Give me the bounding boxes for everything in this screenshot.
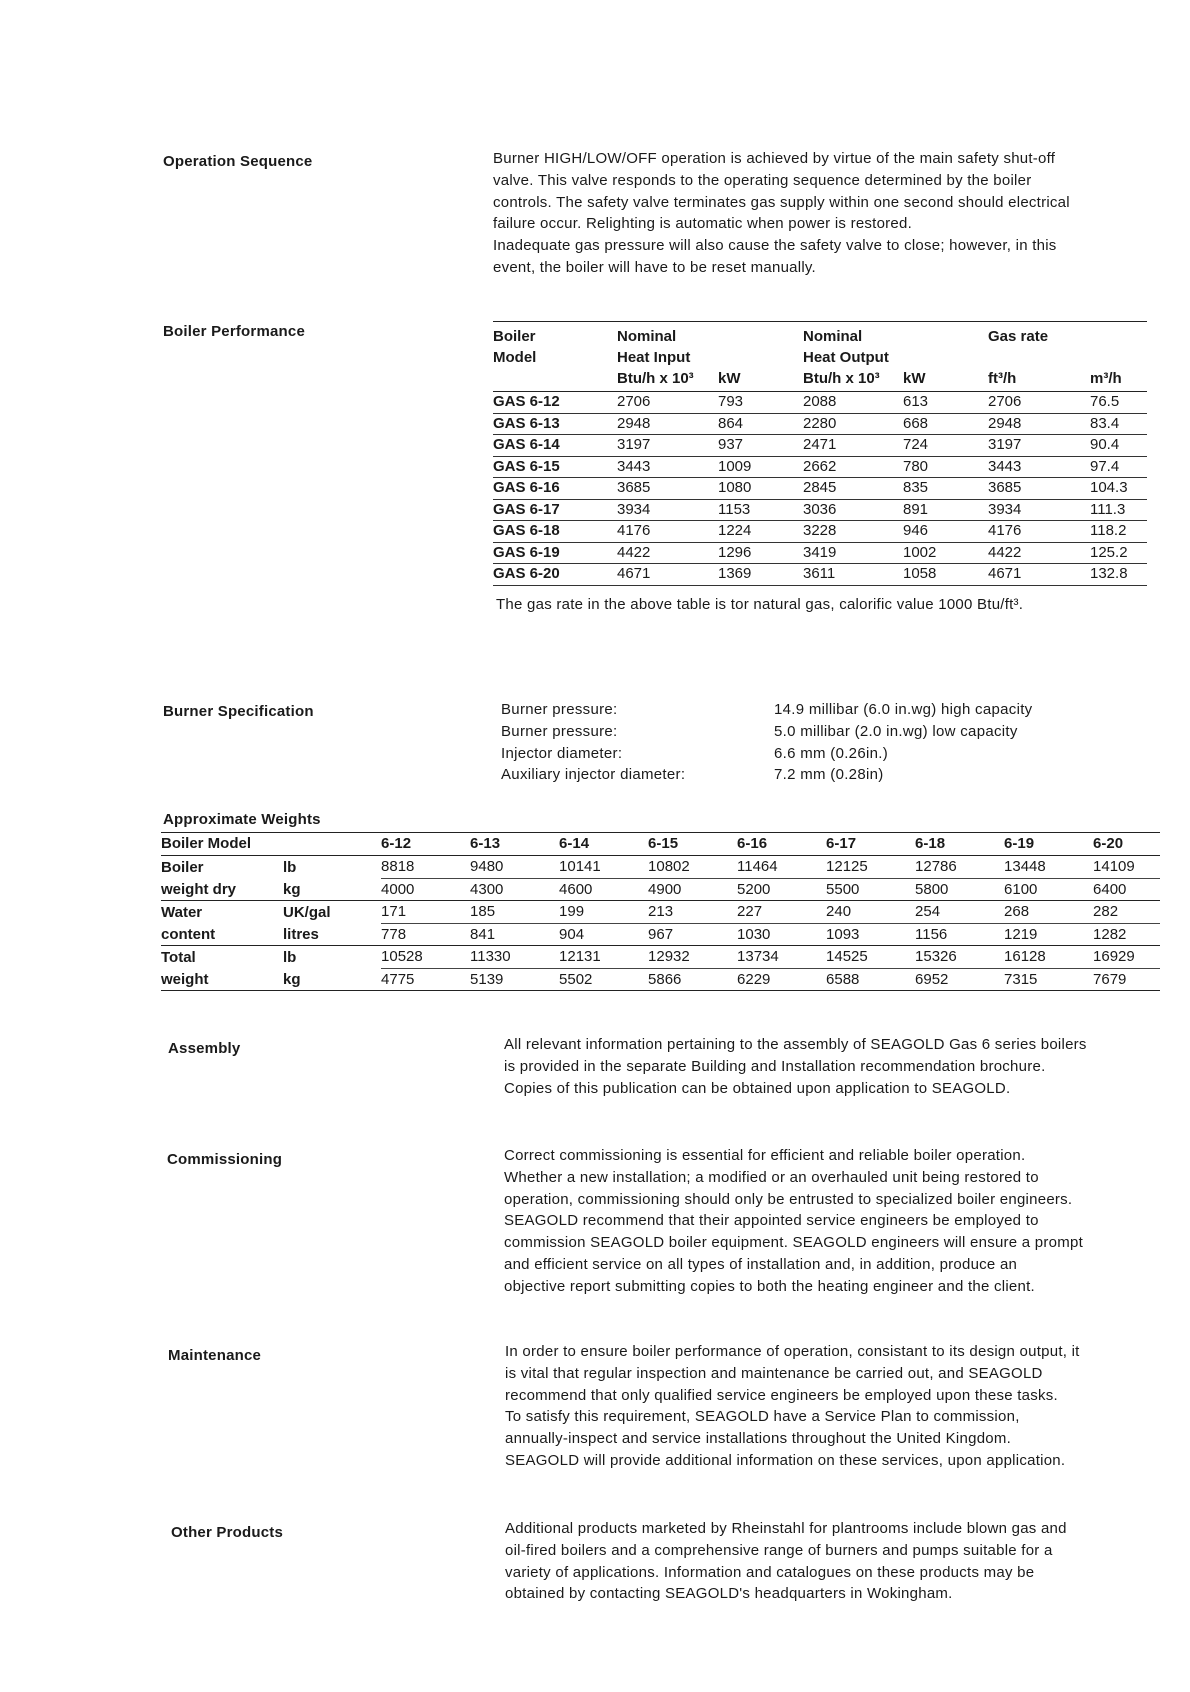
boiler-model-cell: GAS 6-13	[493, 413, 617, 435]
text-line: objective report submitting copies to both the heating engineer and the client.	[504, 1277, 1035, 1295]
spec-value: 7.2 mm (0.28in)	[774, 766, 884, 784]
table-cell: 90.4	[1090, 435, 1147, 457]
table-cell: 3228	[803, 521, 903, 543]
table-cell: 2471	[803, 435, 903, 457]
table-cell: 1093	[826, 923, 915, 946]
spec-row	[501, 743, 1032, 765]
row-label: Boiler	[161, 858, 204, 876]
col-header-boiler-model: Boiler Model	[161, 833, 381, 856]
spec-label: Burner pressure:	[501, 722, 618, 740]
table-row	[493, 499, 1147, 521]
text-line: failure occur. Relighting is automatic when power is restored.	[493, 215, 913, 233]
table-cell: 6588	[826, 968, 915, 991]
table-cell: 835	[903, 478, 988, 500]
approximate-weights-table-wrap	[161, 832, 1160, 991]
table-cell: 1002	[903, 542, 988, 564]
table-cell: 778	[381, 923, 470, 946]
table-row	[493, 542, 1147, 564]
table-cell: 7679	[1093, 968, 1160, 991]
table-cell: 185	[470, 901, 559, 924]
row-label: content	[161, 923, 283, 946]
table-cell: 6229	[737, 968, 826, 991]
table-row	[493, 478, 1147, 500]
boiler-model-cell: GAS 6-15	[493, 456, 617, 478]
table-cell: 724	[903, 435, 988, 457]
table-cell: 83.4	[1090, 413, 1147, 435]
table-row	[161, 968, 1160, 991]
table-cell: 10141	[559, 856, 648, 879]
spec-row	[501, 764, 1032, 786]
text-line: controls. The safety valve terminates gas supply within one second should electrical	[493, 193, 1070, 211]
table-cell: 1058	[903, 564, 988, 586]
heading-boiler-performance: Boiler Performance	[163, 323, 305, 340]
text-line: In order to ensure boiler performance of operation, consistant to its design output, it	[505, 1343, 1080, 1360]
col-header-model: 6-20	[1093, 833, 1160, 856]
table-cell: 171	[381, 901, 470, 924]
table-row	[493, 564, 1147, 586]
table-cell: 111.3	[1090, 499, 1147, 521]
table-cell: 4176	[617, 521, 718, 543]
table-cell: 4300	[470, 878, 559, 901]
table-cell: 5500	[826, 878, 915, 901]
boiler-model-cell: GAS 6-12	[493, 392, 617, 414]
text-line: Burner HIGH/LOW/OFF operation is achieved by virtue of the main safety shut-off	[493, 150, 1056, 167]
unit-kw-output: kW	[903, 368, 988, 392]
table-cell: 891	[903, 499, 988, 521]
table-cell: 15326	[915, 946, 1004, 969]
table-row	[161, 856, 1160, 879]
heading-maintenance: Maintenance	[168, 1347, 262, 1364]
col-header-input-2: Heat Input	[617, 349, 691, 366]
table-cell: 1224	[718, 521, 803, 543]
heading-other-products: Other Products	[171, 1524, 283, 1541]
text-line: recommend that only qualified service engineers be employed upon these tasks.	[505, 1386, 1058, 1404]
operation-sequence-text	[493, 148, 1070, 279]
gas-rate-note: The gas rate in the above table is tor natural gas, calorific value 1000 Btu/ft³.	[496, 596, 1024, 613]
spec-label: Injector diameter:	[501, 744, 623, 762]
table-row	[493, 456, 1147, 478]
col-header-input: Nominal	[617, 322, 803, 348]
spec-label: Burner pressure:	[501, 701, 618, 718]
burner-specification-list	[501, 699, 1032, 786]
table-cell: 2948	[988, 413, 1090, 435]
unit-btuh-output: Btu/h x 10³	[803, 368, 903, 392]
table-cell: 5139	[470, 968, 559, 991]
heading-burner-specification: Burner Specification	[163, 703, 314, 720]
table-cell: 132.8	[1090, 564, 1147, 586]
boiler-model-cell: GAS 6-16	[493, 478, 617, 500]
assembly-text	[504, 1034, 1087, 1099]
row-unit: lb	[283, 948, 297, 966]
table-cell: 613	[903, 392, 988, 414]
other-products-text	[505, 1518, 1067, 1605]
table-cell: 1156	[915, 923, 1004, 946]
table-cell: 3419	[803, 542, 903, 564]
table-cell: 1153	[718, 499, 803, 521]
table-cell: 97.4	[1090, 456, 1147, 478]
table-cell: 227	[737, 901, 826, 924]
row-label: Water	[161, 903, 203, 921]
table-cell: 4000	[381, 878, 470, 901]
text-line: event, the boiler will have to be reset manually.	[493, 258, 816, 276]
col-header-output: Nominal	[803, 322, 988, 348]
table-cell: 1369	[718, 564, 803, 586]
text-line: All relevant information pertaining to the assembly of SEAGOLD Gas 6 series boilers	[504, 1036, 1087, 1053]
table-cell: 10528	[381, 946, 470, 969]
text-line: Inadequate gas pressure will also cause the safety valve to close; however, in this	[493, 237, 1057, 255]
boiler-model-cell: GAS 6-18	[493, 521, 617, 543]
heading-operation-sequence: Operation Sequence	[163, 153, 313, 170]
text-line: oil-fired boilers and a comprehensive range of burners and pumps suitable for a	[505, 1541, 1053, 1559]
table-cell: 937	[718, 435, 803, 457]
col-header-output-2: Heat Output	[803, 349, 889, 366]
table-cell: 254	[915, 901, 1004, 924]
table-cell: 240	[826, 901, 915, 924]
table-cell: 8818	[381, 856, 470, 879]
table-cell: 13448	[1004, 856, 1093, 879]
table-cell: 3685	[617, 478, 718, 500]
heading-approximate-weights: Approximate Weights	[163, 811, 321, 828]
col-header-model: 6-17	[826, 833, 915, 856]
col-header-model: 6-12	[381, 833, 470, 856]
table-cell: 4422	[617, 542, 718, 564]
table-cell: 268	[1004, 901, 1093, 924]
table-cell: 5800	[915, 878, 1004, 901]
text-line: Copies of this publication can be obtained upon application to SEAGOLD.	[504, 1079, 1011, 1097]
table-cell: 5502	[559, 968, 648, 991]
table-row	[493, 521, 1147, 543]
heading-commissioning: Commissioning	[167, 1151, 283, 1168]
table-cell: 864	[718, 413, 803, 435]
table-cell: 4775	[381, 968, 470, 991]
col-header-model: 6-16	[737, 833, 826, 856]
table-cell: 12125	[826, 856, 915, 879]
table-cell: 3036	[803, 499, 903, 521]
table-cell: 9480	[470, 856, 559, 879]
table-cell: 3443	[617, 456, 718, 478]
row-unit: kg	[283, 968, 381, 991]
text-line: obtained by contacting SEAGOLD's headquarters in Wokingham.	[505, 1585, 953, 1603]
table-cell: 16929	[1093, 946, 1160, 969]
spec-row	[501, 699, 1032, 721]
text-line: SEAGOLD will provide additional information on these services, upon application.	[505, 1451, 1066, 1469]
table-cell: 213	[648, 901, 737, 924]
table-cell: 12786	[915, 856, 1004, 879]
text-line: annually-inspect and service installations throughout the United Kingdom.	[505, 1430, 1012, 1448]
boiler-model-cell: GAS 6-17	[493, 499, 617, 521]
text-line: commission SEAGOLD boiler equipment. SEAGOLD engineers will ensure a prompt	[504, 1234, 1083, 1252]
table-cell: 967	[648, 923, 737, 946]
boiler-performance-table-wrap	[493, 321, 1147, 586]
row-unit: lb	[283, 858, 297, 876]
unit-kw-input: kW	[718, 368, 803, 392]
table-cell: 904	[559, 923, 648, 946]
text-line: Additional products marketed by Rheinstahl for plantrooms include blown gas and	[505, 1520, 1067, 1537]
table-row	[493, 435, 1147, 457]
row-label: weight	[161, 968, 283, 991]
table-cell: 2088	[803, 392, 903, 414]
row-unit: litres	[283, 923, 381, 946]
table-cell: 6100	[1004, 878, 1093, 901]
text-line: To satisfy this requirement, SEAGOLD have a Service Plan to commission,	[505, 1408, 1020, 1426]
table-cell: 12932	[648, 946, 737, 969]
table-cell: 780	[903, 456, 988, 478]
table-cell: 11464	[737, 856, 826, 879]
heading-assembly: Assembly	[168, 1040, 241, 1057]
col-header-model: 6-18	[915, 833, 1004, 856]
table-cell: 1296	[718, 542, 803, 564]
text-line: and efficient service on all types of installation and, in addition, produce an	[504, 1255, 1018, 1273]
table-cell: 1282	[1093, 923, 1160, 946]
table-cell: 2662	[803, 456, 903, 478]
table-cell: 282	[1093, 901, 1160, 924]
table-cell: 5200	[737, 878, 826, 901]
table-cell: 4422	[988, 542, 1090, 564]
table-cell: 76.5	[1090, 392, 1147, 414]
table-cell: 3934	[988, 499, 1090, 521]
col-header-model: Boiler	[493, 322, 617, 348]
table-row	[161, 878, 1160, 901]
table-cell: 10802	[648, 856, 737, 879]
table-cell: 14109	[1093, 856, 1160, 879]
text-line: Whether a new installation; a modified or an overhauled unit being restored to	[504, 1168, 1039, 1186]
unit-btuh-input: Btu/h x 10³	[617, 368, 718, 392]
maintenance-text	[505, 1341, 1080, 1472]
spec-value: 6.6 mm (0.26in.)	[774, 744, 889, 762]
table-cell: 4176	[988, 521, 1090, 543]
boiler-model-cell: GAS 6-14	[493, 435, 617, 457]
table-cell: 118.2	[1090, 521, 1147, 543]
col-header-model: 6-19	[1004, 833, 1093, 856]
col-header-model: 6-15	[648, 833, 737, 856]
table-cell: 2948	[617, 413, 718, 435]
table-cell: 2706	[988, 392, 1090, 414]
table-cell: 3685	[988, 478, 1090, 500]
table-cell: 6952	[915, 968, 1004, 991]
boiler-model-cell: GAS 6-20	[493, 564, 617, 586]
table-cell: 14525	[826, 946, 915, 969]
table-row	[493, 413, 1147, 435]
table-cell: 4900	[648, 878, 737, 901]
col-header-gas-rate: Gas rate	[988, 322, 1147, 348]
spec-value: 14.9 millibar (6.0 in.wg) high capacity	[774, 701, 1033, 718]
spec-label: Auxiliary injector diameter:	[501, 766, 686, 784]
unit-m3h: m³/h	[1090, 368, 1147, 392]
text-line: valve. This valve responds to the operating sequence determined by the boiler	[493, 171, 1032, 189]
table-cell: 6400	[1093, 878, 1160, 901]
text-line: SEAGOLD recommend that their appointed service engineers be employed to	[504, 1212, 1039, 1230]
text-line: is provided in the separate Building and Installation recommendation brochure.	[504, 1057, 1046, 1075]
table-cell: 4671	[617, 564, 718, 586]
table-cell: 4671	[988, 564, 1090, 586]
row-label: Total	[161, 948, 196, 966]
table-cell: 2280	[803, 413, 903, 435]
table-cell: 16128	[1004, 946, 1093, 969]
table-cell: 7315	[1004, 968, 1093, 991]
spec-value: 5.0 millibar (2.0 in.wg) low capacity	[774, 722, 1018, 740]
table-cell: 12131	[559, 946, 648, 969]
table-cell: 1080	[718, 478, 803, 500]
table-cell: 1009	[718, 456, 803, 478]
col-header-model: 6-14	[559, 833, 648, 856]
table-row	[161, 946, 1160, 969]
boiler-performance-table	[493, 321, 1147, 586]
commissioning-text	[504, 1145, 1083, 1298]
row-unit: UK/gal	[283, 903, 331, 921]
table-cell: 946	[903, 521, 988, 543]
table-cell: 668	[903, 413, 988, 435]
text-line: operation, commissioning should only be entrusted to specialized boiler engineers.	[504, 1190, 1073, 1208]
text-line: is vital that regular inspection and maintenance be carried out, and SEAGOLD	[505, 1364, 1043, 1382]
col-header-model: 6-13	[470, 833, 559, 856]
boiler-model-cell: GAS 6-19	[493, 542, 617, 564]
spec-row	[501, 721, 1032, 743]
unit-ft3h: ft³/h	[988, 368, 1090, 392]
table-cell: 5866	[648, 968, 737, 991]
table-cell: 3934	[617, 499, 718, 521]
table-cell: 199	[559, 901, 648, 924]
table-cell: 13734	[737, 946, 826, 969]
text-line: Correct commissioning is essential for efficient and reliable boiler operation.	[504, 1147, 1026, 1164]
table-row	[161, 901, 1160, 924]
table-cell: 3197	[617, 435, 718, 457]
approximate-weights-table	[161, 832, 1160, 991]
table-cell: 2706	[617, 392, 718, 414]
table-cell: 3197	[988, 435, 1090, 457]
table-cell: 841	[470, 923, 559, 946]
table-cell: 3443	[988, 456, 1090, 478]
table-row	[493, 392, 1147, 414]
table-row	[161, 923, 1160, 946]
row-unit: kg	[283, 878, 381, 901]
table-cell: 125.2	[1090, 542, 1147, 564]
table-cell: 3611	[803, 564, 903, 586]
table-cell: 104.3	[1090, 478, 1147, 500]
table-cell: 11330	[470, 946, 559, 969]
row-label: weight dry	[161, 878, 283, 901]
table-cell: 4600	[559, 878, 648, 901]
table-cell: 2845	[803, 478, 903, 500]
text-line: variety of applications. Information and catalogues on these products may be	[505, 1563, 1035, 1581]
table-cell: 793	[718, 392, 803, 414]
table-cell: 1030	[737, 923, 826, 946]
table-cell: 1219	[1004, 923, 1093, 946]
col-header-model-2: Model	[493, 349, 537, 366]
